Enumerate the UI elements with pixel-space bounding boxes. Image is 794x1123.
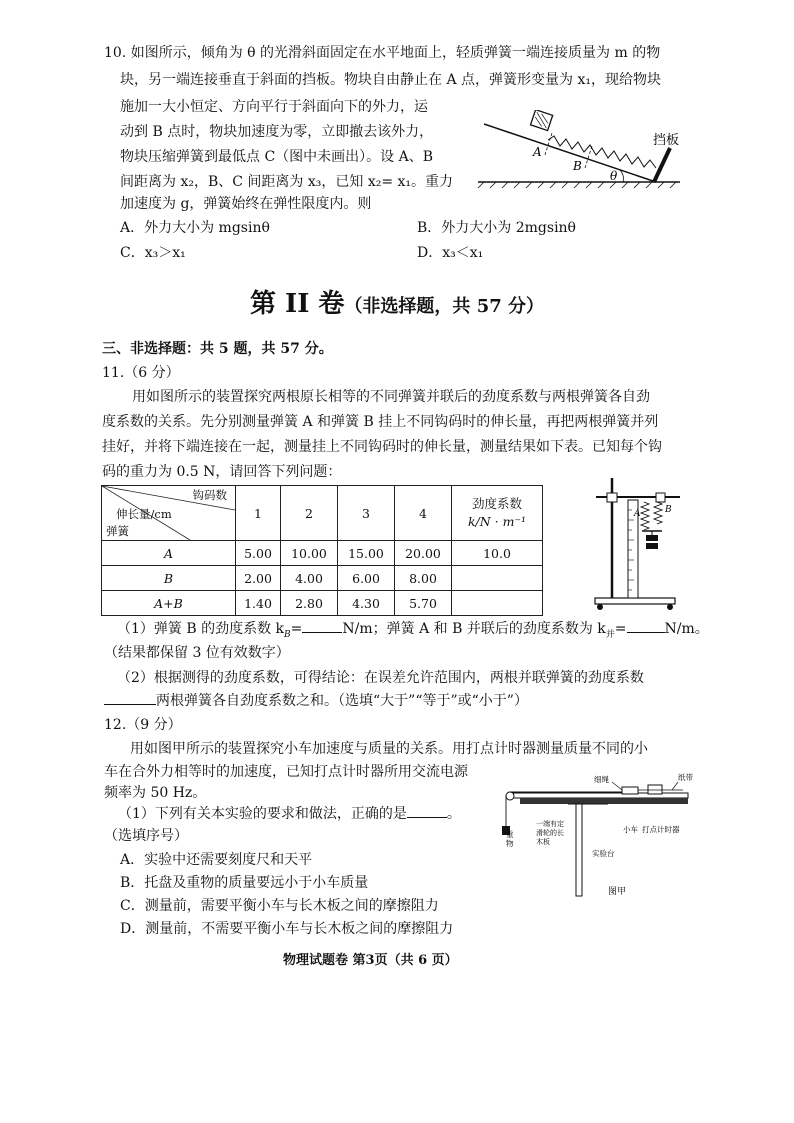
page-footer: 物理试题卷 第3页（共 6 页） xyxy=(283,953,458,968)
q10-option-b: B．外力大小为 2mgsinθ xyxy=(417,220,576,236)
incline-spring-figure xyxy=(470,110,700,190)
q12-sub1 xyxy=(118,803,461,825)
q12-option-a: A．实验中还需要刻度尺和天平 xyxy=(120,852,313,868)
q11-sub1-eq2: = xyxy=(614,621,627,637)
table-cell: 6.00 xyxy=(338,566,395,591)
fig-caption: 图甲 xyxy=(608,887,627,897)
q11-sub1-eq1: = xyxy=(290,621,303,637)
row-label: B xyxy=(102,566,236,591)
fig-label-board-1: 一端有定 xyxy=(536,820,564,828)
table-cell: 1.40 xyxy=(236,591,281,616)
q10-line-5: 物块压缩弹簧到最低点 C（图中未画出）。设 A、B xyxy=(120,149,434,165)
row-label: A+B xyxy=(102,591,236,616)
table-k-cell xyxy=(452,566,543,591)
q12-head: 12.（9 分） xyxy=(104,717,182,733)
q12-para-2: 车在合外力相等时的加速度，已知打点计时器所用交流电源 xyxy=(104,764,468,780)
q10-option-a: A．外力大小为 mgsinθ xyxy=(120,220,270,236)
table-cell: 4.30 xyxy=(338,591,395,616)
part2-title: 第 II 卷 xyxy=(250,289,345,319)
section-3-heading: 三、非选择题：共 5 题，共 57 分。 xyxy=(102,341,333,357)
table-k-cell: 10.0 xyxy=(452,541,543,566)
q10-line-6: 间距离为 x₂，B、C 间距离为 x₃，已知 x₂= x₁。重力 xyxy=(120,174,454,190)
table-cell: 5.70 xyxy=(395,591,452,616)
q12-option-c: C．测量前，需要平衡小车与长木板之间的摩擦阻力 xyxy=(120,898,439,914)
answer-blank-compare[interactable] xyxy=(104,690,156,705)
q12-option-d: D．测量前，不需要平衡小车与长木板之间的摩擦阻力 xyxy=(120,921,454,937)
q11-para-4: 码的重力为 0.5 N，请回答下列问题： xyxy=(102,464,342,480)
q11-para-3: 挂好，并将下端连接在一起，测量挂上不同钩码时的伸长量，测量结果如下表。已知每个钩 xyxy=(102,439,662,455)
label-baffle: 挡板 xyxy=(653,133,680,148)
row-label: A xyxy=(102,541,236,566)
table-col-header: 4 xyxy=(395,486,452,541)
q11-sub2-text-b: 两根弹簧各自劲度系数之和。（选填“大于”“等于”或“小于”） xyxy=(156,693,528,709)
q10-line-4: 动到 B 点时，物块加速度为零，立即撤去该外力， xyxy=(120,124,434,140)
part2-subtitle: （非选择题，共 57 分） xyxy=(344,296,545,317)
q11-sub1-text-a: （1）弹簧 B 的劲度系数 k xyxy=(117,621,285,637)
q11-sub1-note: （结果都保留 3 位有效数字） xyxy=(104,645,290,661)
q10-line-7: 加速度为 g，弹簧始终在弹性限度内。则 xyxy=(120,196,372,212)
table-cell: 5.00 xyxy=(236,541,281,566)
fig-label-board-3: 木板 xyxy=(536,838,550,846)
q11-sub2-line-2 xyxy=(104,690,528,712)
fig-label-weight-1: 重 xyxy=(506,830,514,839)
fig-label-table: 实验台 xyxy=(592,849,615,858)
q12-para-1: 用如图甲所示的装置探究小车加速度与质量的关系。用打点计时器测量质量不同的小 xyxy=(130,741,648,757)
fig-label-weight-2: 物 xyxy=(506,839,514,848)
q12-sub1-end: 。 xyxy=(446,806,461,822)
table-k-cell xyxy=(452,591,543,616)
table-cell: 8.00 xyxy=(395,566,452,591)
cart-apparatus-figure xyxy=(498,770,703,905)
table-corner-cell xyxy=(102,486,236,541)
q11-sub1-text-c: N/m；弹簧 A 和 B 并联后的劲度系数为 k xyxy=(342,621,606,637)
fig-label-tape: 纸带 xyxy=(678,773,693,782)
fig-spring-b-label: B xyxy=(665,505,672,515)
answer-blank-q12-1[interactable] xyxy=(407,803,447,818)
fig-spring-a-label: A xyxy=(634,509,641,519)
q10-line-1: 10. 如图所示，倾角为 θ 的光滑斜面固定在水平地面上，轻质弹簧一端连接质量为 m 的物 xyxy=(104,45,661,61)
table-row xyxy=(102,541,543,566)
table-row xyxy=(102,566,543,591)
answer-blank-kparallel[interactable] xyxy=(627,618,665,633)
fig-label-board-2: 滑轮的长 xyxy=(536,829,564,837)
q10-option-d: D．x₃＜x₁ xyxy=(417,245,484,261)
table-cell: 2.80 xyxy=(281,591,338,616)
table-cell: 15.00 xyxy=(338,541,395,566)
q10-line-3: 施加一大小恒定、方向平行于斜面向下的外力，运 xyxy=(120,99,428,115)
table-row xyxy=(102,591,543,616)
table-cell: 4.00 xyxy=(281,566,338,591)
table-col-header: 2 xyxy=(281,486,338,541)
table-cell: 2.00 xyxy=(236,566,281,591)
q10-option-c: C．x₃＞x₁ xyxy=(120,245,186,261)
spring-data-table xyxy=(101,485,543,616)
table-col-header: 3 xyxy=(338,486,395,541)
q11-sub1-sub-parallel: 并 xyxy=(605,629,615,640)
table-k-header xyxy=(452,486,543,541)
iron-stand-figure xyxy=(588,470,703,615)
fig-label-timer: 打点计时器 xyxy=(642,825,680,834)
table-cell: 20.00 xyxy=(395,541,452,566)
k-header-line-2: k/N · m⁻¹ xyxy=(467,514,527,529)
q12-para-3: 频率为 50 Hz。 xyxy=(104,785,207,801)
fig-label-cart: 小车 xyxy=(623,825,638,834)
fig-label-string: 细绳 xyxy=(594,775,609,784)
q10-line-2: 块，另一端连接垂直于斜面的挡板。物块自由静止在 A 点，弹簧形变量为 x₁，现给物块 xyxy=(120,72,661,88)
q12-option-b: B．托盘及重物的质量要远小于小车质量 xyxy=(120,875,369,891)
table-cell: 10.00 xyxy=(281,541,338,566)
label-theta: θ xyxy=(610,169,618,183)
q12-sub1-text: （1）下列有关本实验的要求和做法，正确的是 xyxy=(118,806,407,822)
corner-label-extension: 伸长量/cm xyxy=(116,507,172,521)
q11-para-1: 用如图所示的装置探究两根原长相等的不同弹簧并联后的劲度系数与两根弹簧各自劲 xyxy=(132,389,650,405)
q11-sub1-sub-b: B xyxy=(284,629,291,640)
corner-label-spring: 弹簧 xyxy=(106,524,129,538)
q11-head: 11.（6 分） xyxy=(102,365,180,381)
corner-label-hooks: 钩码数 xyxy=(192,488,227,502)
k-header-line-1: 劲度系数 xyxy=(471,496,522,511)
q11-sub1-text-e: N/m。 xyxy=(664,621,709,637)
label-b: B xyxy=(573,159,582,173)
table-header-row xyxy=(102,486,543,541)
q12-sub1-note: （选填序号） xyxy=(104,828,188,844)
q11-sub2-line-1: （2）根据测得的劲度系数，可得结论：在误差允许范围内，两根并联弹簧的劲度系数 xyxy=(117,670,644,686)
part2-heading xyxy=(250,288,544,324)
table-col-header: 1 xyxy=(236,486,281,541)
q11-para-2: 度系数的关系。先分别测量弹簧 A 和弹簧 B 挂上不同钩码时的伸长量，再把两根弹簧并列 xyxy=(102,414,659,430)
answer-blank-kb[interactable] xyxy=(302,618,342,633)
label-a: A xyxy=(533,145,542,159)
